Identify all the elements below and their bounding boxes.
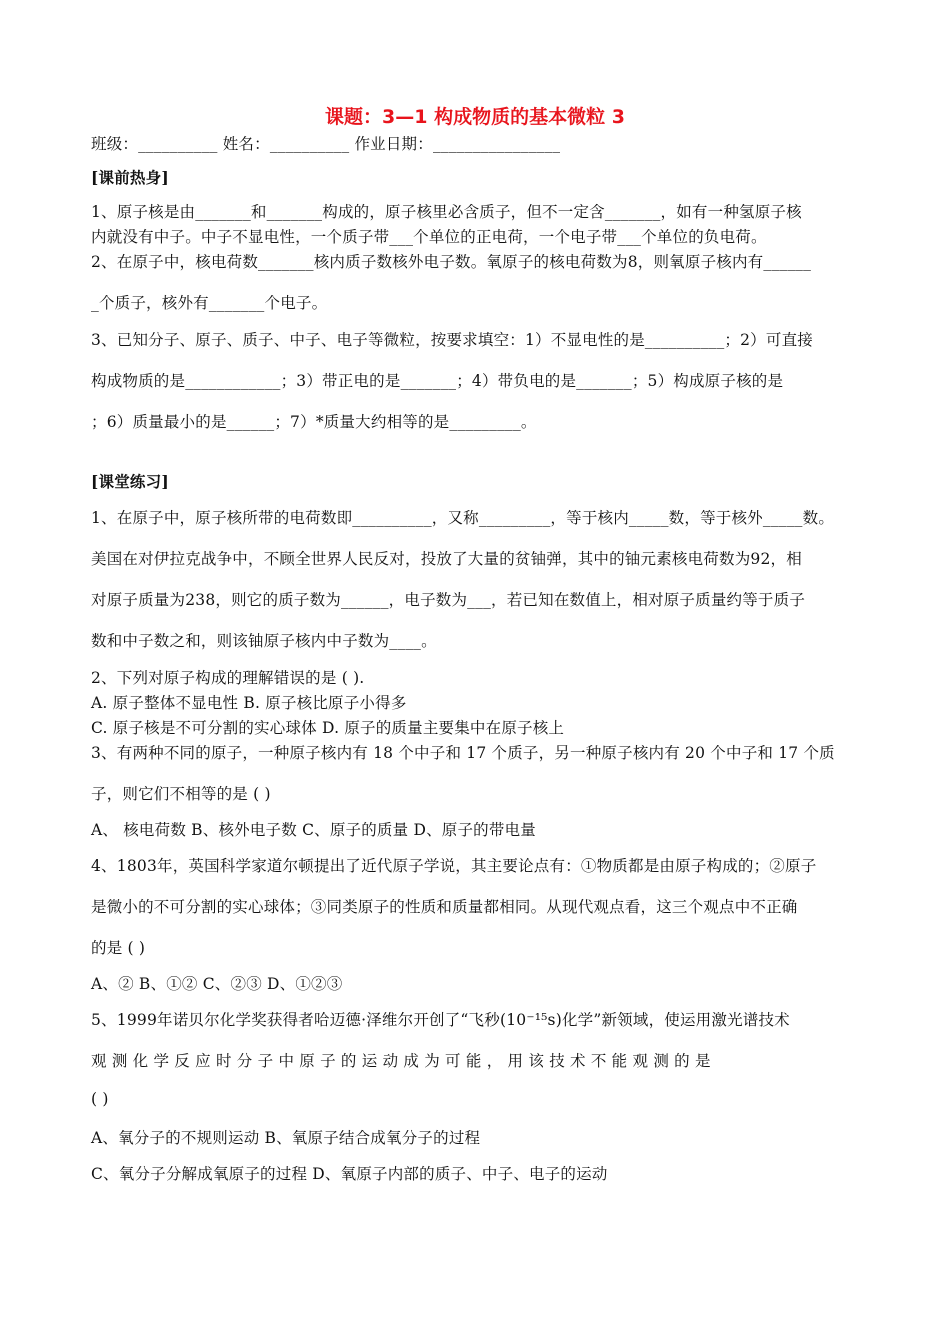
practice-q4-line1: 4、1803年，英国科学家道尔顿提出了近代原子学说，其主要论点有：①物质都是由原子构成的；②原子 (91, 857, 817, 875)
practice-q1-line4: 数和中子数之和，则该铀原子核内中子数为____。 (91, 632, 437, 650)
warmup-q3-line3: ；6）质量最小的是______；7）*质量大约相等的是_________。 (91, 413, 537, 431)
student-info-line: 班级：__________ 姓名：__________ 作业日期：________________ (91, 135, 561, 153)
practice-q1-line1: 1、在原子中，原子核所带的电荷数即__________，又称_________，等于核内_____数，等于核外_____数。 (91, 509, 835, 527)
practice-q4-line2: 是微小的不可分割的实心球体；③同类原子的性质和质量都相同。从现代观点看，这三个观点中不正确 (91, 898, 798, 916)
practice-q3-line1: 3、有两种不同的原子，一种原子核内有 18 个中子和 17 个质子，另一种原子核内有 20 个中子和 17 个质 (91, 744, 835, 762)
warmup-q2-line2: _个质子，核外有_______个电子。 (91, 294, 328, 312)
practice-q2-stem: 2、下列对原子构成的理解错误的是 ( ). (91, 669, 365, 687)
practice-q5-options-ab: A、氧分子的不规则运动 B、氧原子结合成氧分子的过程 (91, 1129, 481, 1147)
warmup-q3-line2: 构成物质的是____________；3）带正电的是_______；4）带负电的是_______；5）构成原子核的是 (91, 372, 784, 390)
warmup-q1-line1: 1、原子核是由_______和_______构成的，原子核里必含质子，但不一定含_______，如有一种氢原子核 (91, 203, 802, 221)
practice-q5-options-cd: C、氧分子分解成氧原子的过程 D、氧原子内部的质子、中子、电子的运动 (91, 1165, 608, 1183)
warmup-q3-line1: 3、已知分子、原子、质子、中子、电子等微粒，按要求填空：1）不显电性的是__________；2）可直接 (91, 331, 813, 349)
practice-q4-line3: 的是 ( ) (91, 939, 146, 957)
warmup-heading: [课前热身] (91, 168, 169, 187)
page-title: 课题：3—1 构成物质的基本微粒 3 (325, 106, 625, 128)
practice-heading: [课堂练习] (91, 472, 169, 491)
practice-q5-line1: 5、1999年诺贝尔化学奖获得者哈迈德·泽维尔开创了“飞秒(10⁻¹⁵s)化学”新领域，使运用激光谱技术 (91, 1011, 790, 1029)
practice-q3-line2: 子，则它们不相等的是 ( ) (91, 785, 271, 803)
practice-q2-options-cd: C. 原子核是不可分割的实心球体 D. 原子的质量主要集中在原子核上 (91, 719, 565, 737)
practice-q5-line2: 观 测 化 学 反 应 时 分 子 中 原 子 的 运 动 成 为 可 能 ， 用 该 技 术 不 能 观 测 的 是 (91, 1052, 711, 1070)
warmup-q2-line1: 2、在原子中，核电荷数_______核内质子数核外电子数。氧原子的核电荷数为8，则氧原子核内有______ (91, 253, 812, 271)
practice-q3-options: A、 核电荷数 B、核外电子数 C、原子的质量 D、原子的带电量 (91, 821, 536, 839)
warmup-q1-line2: 内就没有中子。中子不显电性，一个质子带___个单位的正电荷，一个电子带___个单位的负电荷。 (91, 228, 767, 246)
practice-q1-line2: 美国在对伊拉克战争中，不顾全世界人民反对，投放了大量的贫铀弹，其中的铀元素核电荷数为92，相 (91, 550, 802, 568)
practice-q2-options-ab: A. 原子整体不显电性 B. 原子核比原子小得多 (91, 694, 407, 712)
practice-q5-line3: ( ) (91, 1090, 109, 1108)
practice-q4-options: A、② B、①② C、②③ D、①②③ (91, 975, 343, 993)
practice-q1-line3: 对原子质量为238，则它的质子数为______，电子数为___，若已知在数值上，相对原子质量约等于质子 (91, 591, 806, 609)
